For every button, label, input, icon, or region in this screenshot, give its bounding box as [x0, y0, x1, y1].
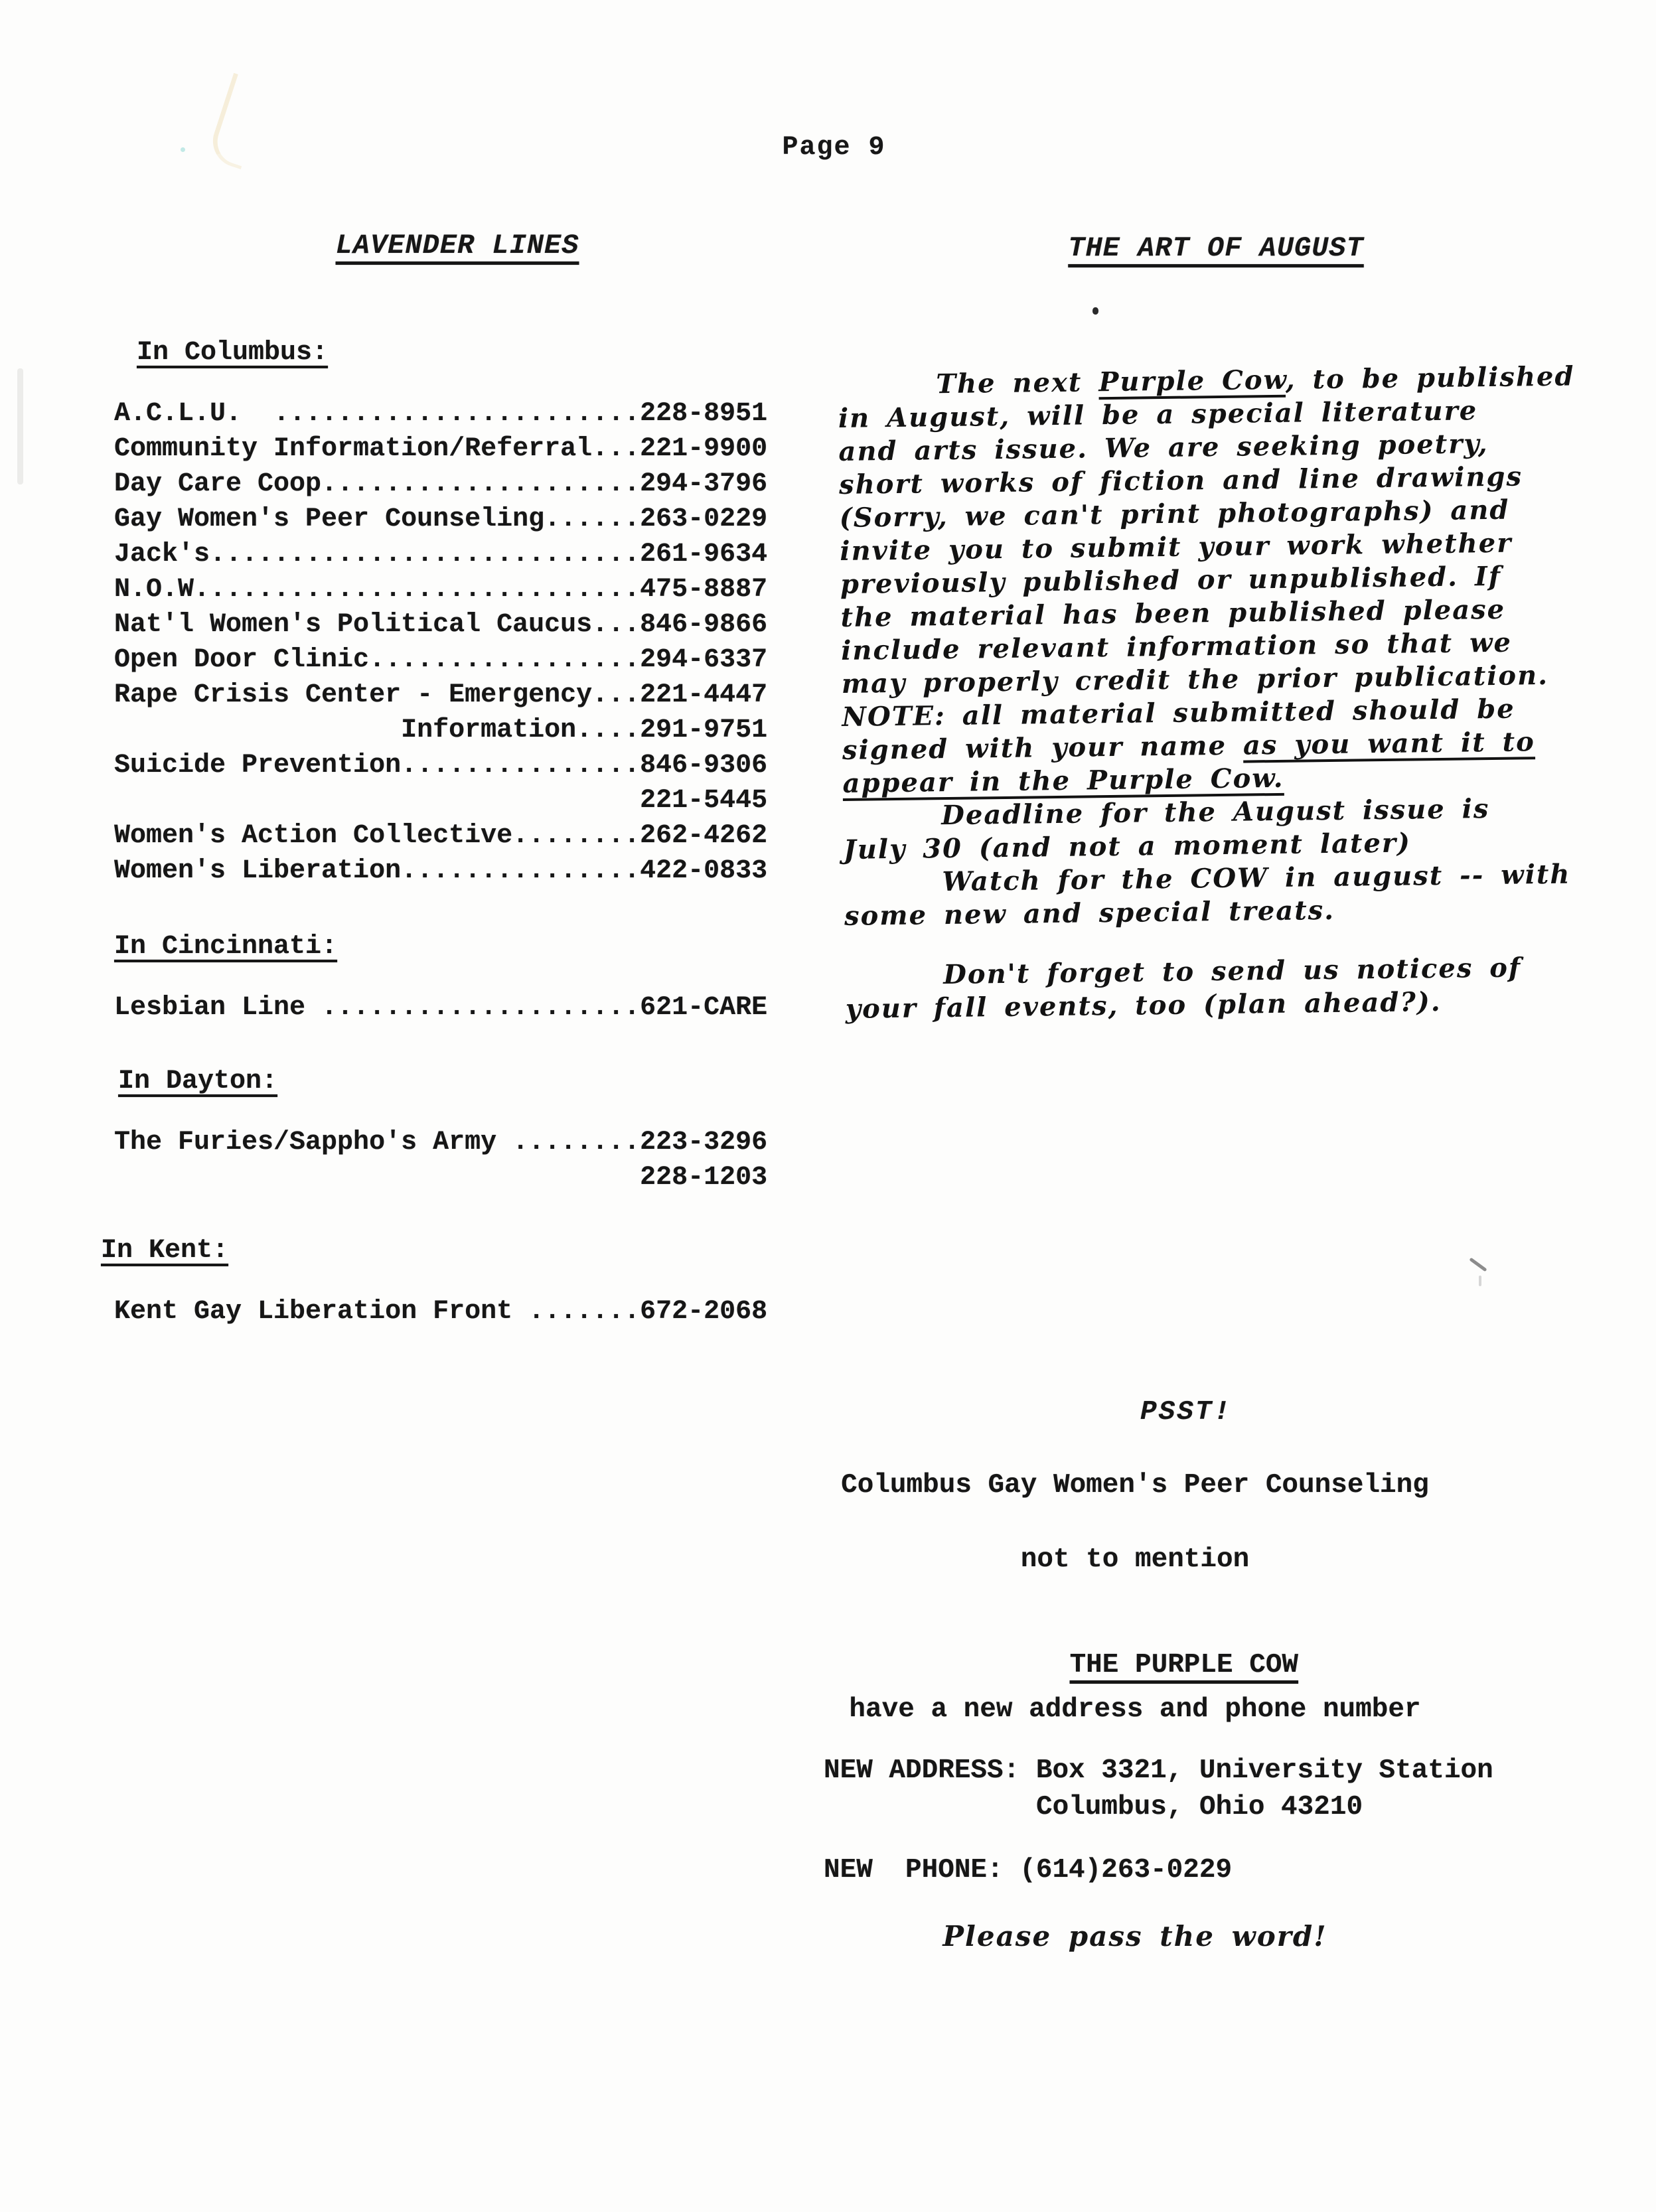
- handwritten-text: some new and special treats.: [844, 894, 1335, 932]
- scan-artifact-dot: [1092, 307, 1098, 315]
- handwritten-text: The next: [936, 366, 1099, 400]
- handwritten-text: may properly credit the prior publication.: [841, 659, 1549, 700]
- handwritten-text: Deadline for the August issue is: [941, 793, 1490, 832]
- directory-line: 221-5445: [114, 786, 768, 816]
- psst-new-address-note: have a new address and phone number: [849, 1694, 1421, 1725]
- handwritten-text: previously published or unpublished. If: [840, 560, 1502, 600]
- directory-line: Rape Crisis Center - Emergency...221-4447: [114, 680, 768, 710]
- directory-line: Nat'l Women's Political Caucus...846-9866: [114, 610, 768, 640]
- directory-section-heading-text: In Dayton:: [118, 1067, 278, 1096]
- handwritten-text: July 30 (and not a moment later): [843, 827, 1412, 865]
- psst-purple-cow-text: THE PURPLE COW: [1069, 1650, 1299, 1680]
- directory-line: 228-1203: [114, 1163, 768, 1193]
- directory-line: Day Care Coop....................294-3796: [114, 469, 768, 499]
- directory-line: Lesbian Line ....................621-CARE: [114, 993, 768, 1023]
- directory-section-heading-text: In Kent:: [101, 1236, 229, 1266]
- directory-section-heading-text: In Columbus:: [137, 338, 329, 368]
- handwritten-text: short works of fiction and line drawings: [838, 461, 1523, 500]
- handwritten-text: , to be published: [1285, 360, 1575, 396]
- directory-line: Women's Action Collective........262-4262: [114, 821, 768, 851]
- directory-line: The Furies/Sappho's Army ........223-3296: [114, 1128, 768, 1157]
- directory-line: Gay Women's Peer Counseling......263-0229: [114, 504, 768, 534]
- handwritten-text: signed with your name: [842, 729, 1244, 766]
- directory-section-cincinnati: [114, 929, 767, 1025]
- handwritten-text: NOTE: all material submitted should be: [842, 693, 1515, 733]
- scan-artifact-stray-mark-tail: [1479, 1276, 1481, 1286]
- handwritten-text: (Sorry, we can't print photographs) and: [839, 494, 1510, 534]
- directory-section-heading-text: In Cincinnati:: [114, 932, 338, 962]
- handwritten-text: include relevant information so that we: [840, 627, 1513, 666]
- directory-line: Suicide Prevention...............846-9306: [114, 751, 768, 780]
- scan-artifact-edge-streak: [17, 368, 23, 484]
- scan-artifact-speck: [181, 147, 185, 152]
- new-address-line2: Columbus, Ohio 43210: [1036, 1792, 1363, 1822]
- directory-line: Information....291-9751: [114, 715, 768, 745]
- lavender-lines-title: [285, 230, 630, 261]
- psst-not-to-mention: not to mention: [1020, 1544, 1250, 1575]
- psst-heading: PSST!: [1140, 1397, 1233, 1428]
- directory-section-heading: [137, 335, 767, 370]
- directory-section-heading: [114, 929, 767, 964]
- handwritten-underlined-text: appear in the Purple Cow.: [842, 762, 1284, 799]
- art-of-august-title: [1043, 232, 1389, 264]
- handwritten-underlined-text: Purple Cow: [1098, 364, 1286, 398]
- handwritten-text: Watch for the COW in august -- with: [942, 858, 1571, 898]
- closing-note: Please pass the word!: [942, 1920, 1327, 1953]
- directory-section-heading: [118, 1064, 767, 1099]
- directory-line: Women's Liberation...............422-0833: [114, 856, 768, 886]
- new-phone-line: NEW PHONE: (614)263-0229: [824, 1855, 1233, 1885]
- art-body: [838, 360, 1575, 1026]
- directory-line: A.C.L.U. .......................228-8951: [114, 399, 768, 429]
- handwritten-text: the material has been published please: [840, 593, 1506, 633]
- directory-section-heading: [101, 1233, 767, 1268]
- scan-artifact-stray-mark: [1469, 1258, 1487, 1272]
- page-number: Page 9: [782, 133, 886, 163]
- handwritten-text: your fall events, too (plan ahead?).: [845, 986, 1442, 1025]
- directory-line: N.O.W............................475-8887: [114, 575, 768, 605]
- handwritten-text: and arts issue. We are seeking poetry,: [838, 428, 1489, 467]
- directory-section-kent: [101, 1233, 768, 1329]
- handwritten-text: Don't forget to send us notices of: [942, 952, 1522, 991]
- directory-line: Jack's...........................261-9634: [114, 540, 768, 569]
- directory-section-columbus: [114, 335, 767, 889]
- handwritten-underlined-text: as you want it to: [1242, 726, 1536, 761]
- art-of-august-title-text: THE ART OF AUGUST: [1068, 232, 1364, 264]
- directory-line: Open Door Clinic.................294-6337: [114, 645, 768, 675]
- psst-org-line: Columbus Gay Women's Peer Counseling: [841, 1470, 1429, 1501]
- handwritten-text: invite you to submit your work whether: [840, 527, 1513, 567]
- directory-line: Community Information/Referral...221-9900: [114, 434, 768, 464]
- directory-line: Kent Gay Liberation Front .......672-2068: [114, 1297, 768, 1327]
- directory-section-dayton: [114, 1064, 767, 1195]
- lavender-lines-title-text: LAVENDER LINES: [335, 230, 579, 261]
- handwritten-text: in August, will be a special literature: [838, 395, 1478, 434]
- new-address-line1: NEW ADDRESS: Box 3321, University Station: [824, 1755, 1493, 1786]
